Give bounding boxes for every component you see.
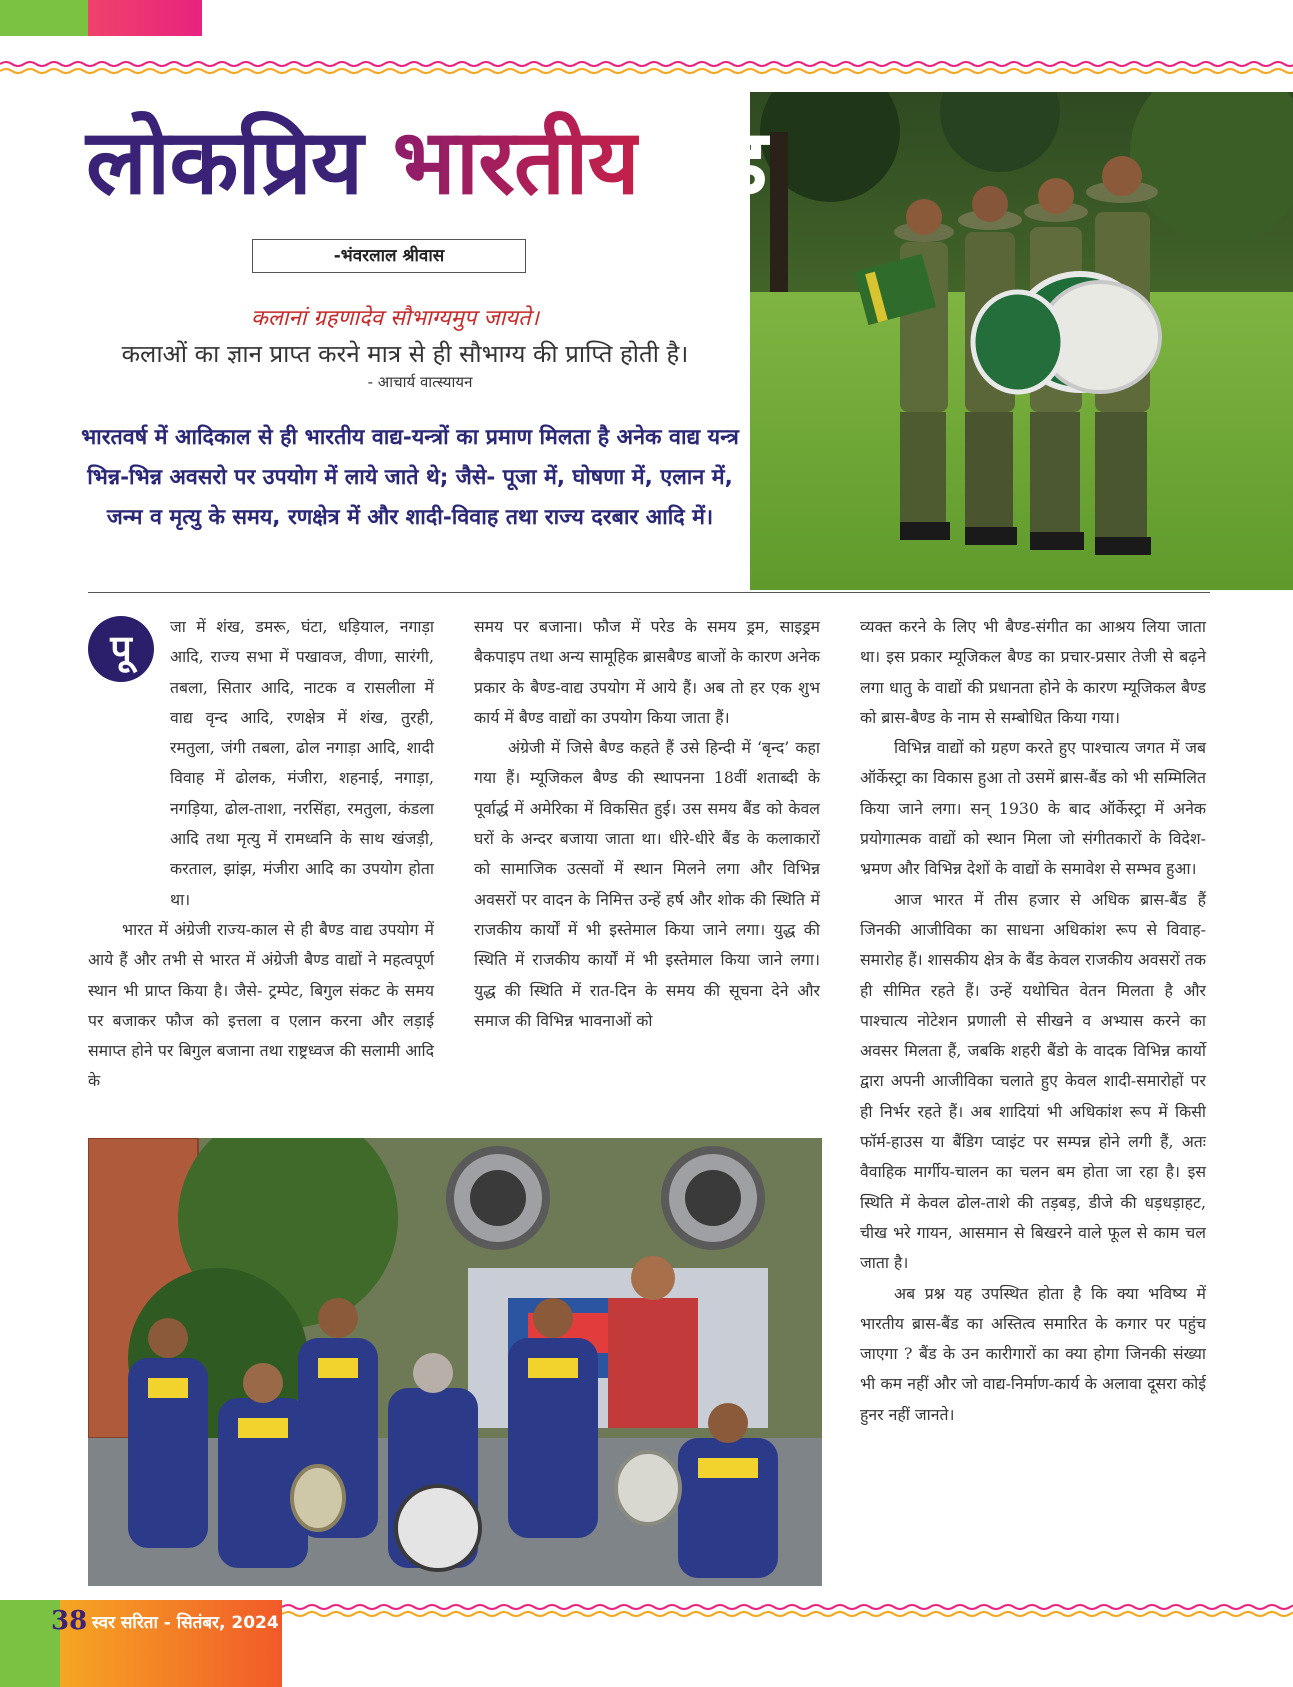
col3-paragraph-1: व्यक्त करने के लिए भी बैण्ड-संगीत का आश्रय लिया जाता था। इस प्रकार म्यूजिकल बैण्ड का प्रचार-प्रसार तेजी से बढ़ने लगा धातु के वाद्यों की प्रधानता होने के कारण म्यूजिकल बैण्ड को ब्रास-बैण्ड के नाम से सम्बोधित किया गया। [860, 617, 1206, 727]
quote-source: - आचार्य वात्स्यायन [367, 373, 473, 391]
title-part-2: भारतीय [392, 110, 639, 215]
brass-band-photo [88, 1138, 822, 1586]
top-wavy-border [0, 60, 1293, 76]
title-part-1: लोकप्रिय [86, 110, 363, 215]
section-divider [88, 592, 1210, 593]
author-byline: -भंवरलाल श्रीवास [252, 239, 526, 273]
sanskrit-quote: कलानां ग्रहणादेव सौभाग्यमुप जायते। [251, 306, 539, 331]
drop-cap: पू [88, 616, 154, 682]
col1-paragraph-1: जा में शंख, डमरू, घंटा, धड़ियाल, नगाड़ा आदि, राज्य सभा में पखावज, वीणा, सारंगी, तबला, सितार आदि, नाटक व रासलीला में वाद्य वृन्द आदि, रणक्षेत्र में शंख, तुरही, रमतुला, जंगी तबला, ढोल नगाड़ा आदि, शादी विवाह में ढोलक, मंजीरा, शहनाई, नगाड़ा, नगड़िया, ढोल-ताशा, नरसिंहा, रमतुला, कंडला आदि तथा मृत्यु में रामध्वनि के साथ खंजड़ी, करताल, झांझ, मंजीरा आदि का उपयोग होता था। [170, 617, 434, 909]
col3-paragraph-3: आज भारत में तीस हजार से अधिक ब्रास-बैंड हैं जिनकी आजीविका का साधना अधिकांश रूप से विवाह-समारोह हैं। शासकीय क्षेत्र के बैंड केवल राजकीय अवसरों तक ही सीमित रहते हैं। उन्हें यथोचित वेतन मिलता है और पाश्चात्य नोटेशन प्रणाली से सीखने व अभ्यास करने का अवसर मिलता हैं, जबकि शहरी बैंडो के वादक विभिन्न कार्यो द्वारा अपनी आजीविका चलाते हुए केवल शादी-समारोहों पर ही निर्भर रहते हैं। अब शादियां भी अधिकांश रूप में किसी फॉर्म-हाउस या बैंडिग प्वाइंट पर सम्पन्न होने लगी हैं, अतः वैवाहिक मार्गीय-चालन का चलन बम होता जा रहा है। इस स्थिति में केवल ढोल-ताशे की तड़बड़, डीजे की धड़धड़ाहट, चीख भरे गायन, आसमान से बिखरने वाले फूल से काम चल जाता है। [860, 889, 1206, 1273]
top-pink-bar [88, 0, 202, 36]
column-1 [88, 612, 434, 1097]
col3-paragraph-4: अब प्रश्न यह उपस्थित होता है कि क्या भविष्य में भारतीय ब्रास-बैंड का अस्तित्व समारित के कगार पर पहुंच जाएगा ? बैंड के उन कारीगारों का क्या होगा जिनकी संख्या भी कम नहीं और जो वाद्य-निर्माण-कार्य के अलावा दूसरा कोई हुनर नहीं जानते। [860, 1283, 1206, 1424]
magazine-issue: स्वर सरिता - सितंबर, 2024 [92, 1613, 279, 1633]
column-2 [474, 612, 820, 1036]
col2-paragraph-2: अंग्रेजी में जिसे बैण्ड कहते हैं उसे हिन्दी में ‘बृन्द’ कहा गया हैं। म्यूजिकल बैण्ड की स्थापनना 18वीं शताब्दी के पूर्वार्द्ध में अमेरिका में विकसित हुई। उस समय बैंड को केवल घरों के अन्दर बजाया जाता था। धीरे-धीरे बैंड के कलाकारों को सामाजिक उत्सवों में स्थान मिलने लगा और विभिन्न अवसरों पर वादन के निमित्त उन्हें हर्ष और शोक की स्थिति में राजकीय कार्यों में भी इस्तेमाल किया जाने लगा। युद्ध की स्थिति में राजकीय कार्यों में भी इस्तेमाल किया जाने लगा। युद्ध की स्थिति में रात-दिन के समय की सूचना देने और समाज की विभिन्न भावनाओं को [474, 738, 820, 1030]
title-part-3: बैंड [669, 110, 767, 215]
page-title [86, 108, 767, 218]
bottom-wavy-border [282, 1603, 1293, 1619]
army-band-photo [750, 92, 1293, 590]
col2-paragraph-1: समय पर बजाना। फौज में परेड के समय ड्रम, साइड्रम बैकपाइप तथा अन्य सामूहिक ब्रासबैण्ड बाजों के कारण अनेक प्रकार के बैण्ड-वाद्य उपयोग में आये हैं। अब तो हर एक शुभ कार्य में बैण्ड वाद्यों का उपयोग किया जाता हैं। [474, 617, 820, 727]
col3-paragraph-2: विभिन्न वाद्यों को ग्रहण करते हुए पाश्चात्य जगत में जब ऑर्केस्ट्रा का विकास हुआ तो उसमें ब्रास-बैंड को भी सम्मिलित किया जाने लगा। सन् 1930 के बाद ऑर्केस्ट्रा में अनेक प्रयोगात्मक वाद्यों को स्थान मिला जो संगीतकारों के विदेश-भ्रमण और विभिन्न देशों के वाद्यों के समावेश से सम्भव हुआ। [860, 738, 1206, 879]
column-3 [860, 612, 1206, 1430]
page-number: 38 [51, 1606, 88, 1636]
top-green-bar [0, 0, 88, 36]
hindi-quote: कलाओं का ज्ञान प्राप्त करने मात्र से ही सौभाग्य की प्राप्ति होती है। [121, 340, 689, 368]
intro-paragraph: भारतवर्ष में आदिकाल से ही भारतीय वाद्य-यन्त्रों का प्रमाण मिलता है अनेक वाद्य यन्त्र भिन्न-भिन्न अवसरो पर उपयोग में लाये जाते थे; जैसे- पूजा में, घोषणा में, एलान में, जन्म व मृत्यु के समय, रणक्षेत्र में और शादी-विवाह तथा राज्य दरबार आदि में। [81, 425, 739, 530]
col1-paragraph-1-head [88, 612, 434, 915]
col1-paragraph-2: भारत में अंग्रेजी राज्य-काल से ही बैण्ड वाद्य उपयोग में आये हैं और तभी से भारत में अंग्रेजी बैण्ड वाद्यों ने महत्वपूर्ण स्थान भी प्राप्त किया है। जैसे- ट्रम्पेट, बिगुल संकट के समय पर बजाकर फौज को इत्तला व एलान करना और लड़ाई समाप्त होने पर बिगुल बजाना तथा राष्ट्रध्वज की सलामी आदि के [88, 919, 434, 1091]
